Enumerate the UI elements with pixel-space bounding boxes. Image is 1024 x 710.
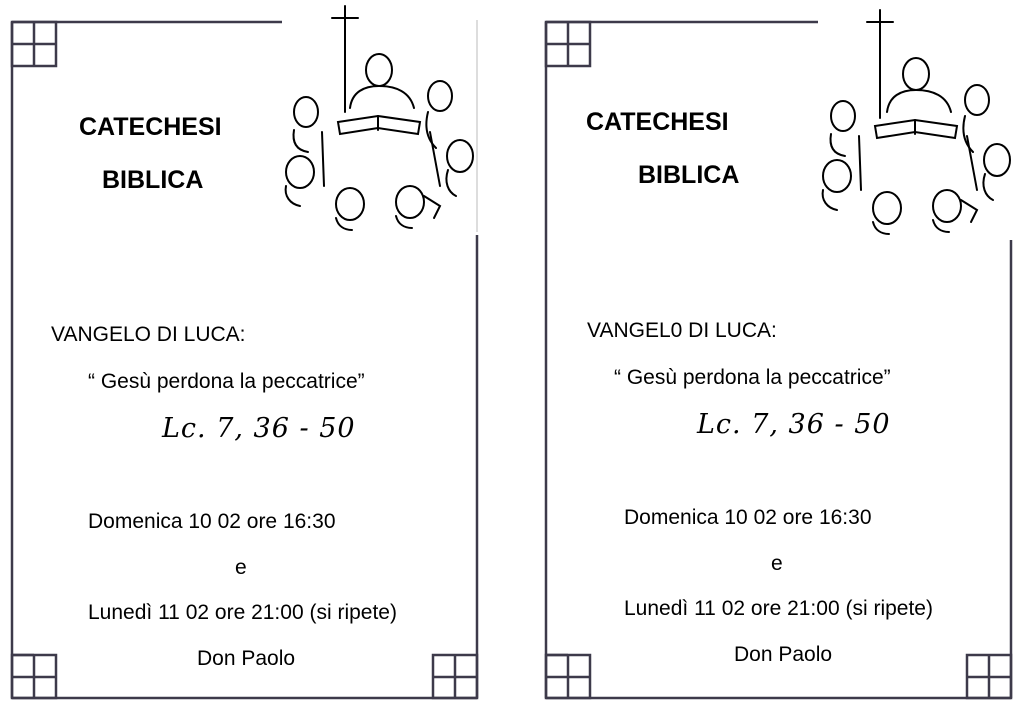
gospel-label: VANGELO DI LUCA: xyxy=(51,323,246,346)
conjunction: e xyxy=(235,556,247,579)
scripture-reference: Lc. 7, 36 - 50 xyxy=(162,413,356,444)
title-line-1: CATECHESI xyxy=(586,108,729,136)
gospel-label: VANGEL0 DI LUCA: xyxy=(587,319,777,342)
title-line-2: BIBLICA xyxy=(638,161,740,189)
corner-ornament-icon xyxy=(546,655,590,698)
flyer-left xyxy=(0,0,500,710)
flyer-right xyxy=(535,0,1024,710)
title-line-2: BIBLICA xyxy=(102,166,204,194)
date-2: Lunedì 11 02 ore 21:00 (si ripete) xyxy=(88,601,397,624)
corner-ornament-icon xyxy=(967,655,1011,698)
date-1: Domenica 10 02 ore 16:30 xyxy=(88,510,336,533)
signature: Don Paolo xyxy=(197,647,296,670)
corner-ornament-icon xyxy=(546,22,590,66)
subtitle: “ Gesù perdona la peccatrice” xyxy=(614,366,891,389)
corner-ornament-icon xyxy=(12,22,56,66)
corner-ornament-icon xyxy=(12,655,56,698)
corner-ornament-icon xyxy=(433,655,477,698)
scripture-reference: Lc. 7, 36 - 50 xyxy=(697,409,891,440)
date-2: Lunedì 11 02 ore 21:00 (si ripete) xyxy=(624,597,933,620)
date-1: Domenica 10 02 ore 16:30 xyxy=(624,506,872,529)
title-line-1: CATECHESI xyxy=(79,113,222,141)
bible-study-group-icon xyxy=(823,10,1010,234)
bible-study-group-icon xyxy=(286,6,473,230)
signature: Don Paolo xyxy=(734,643,833,666)
subtitle: “ Gesù perdona la peccatrice” xyxy=(88,370,365,393)
conjunction: e xyxy=(771,552,783,575)
